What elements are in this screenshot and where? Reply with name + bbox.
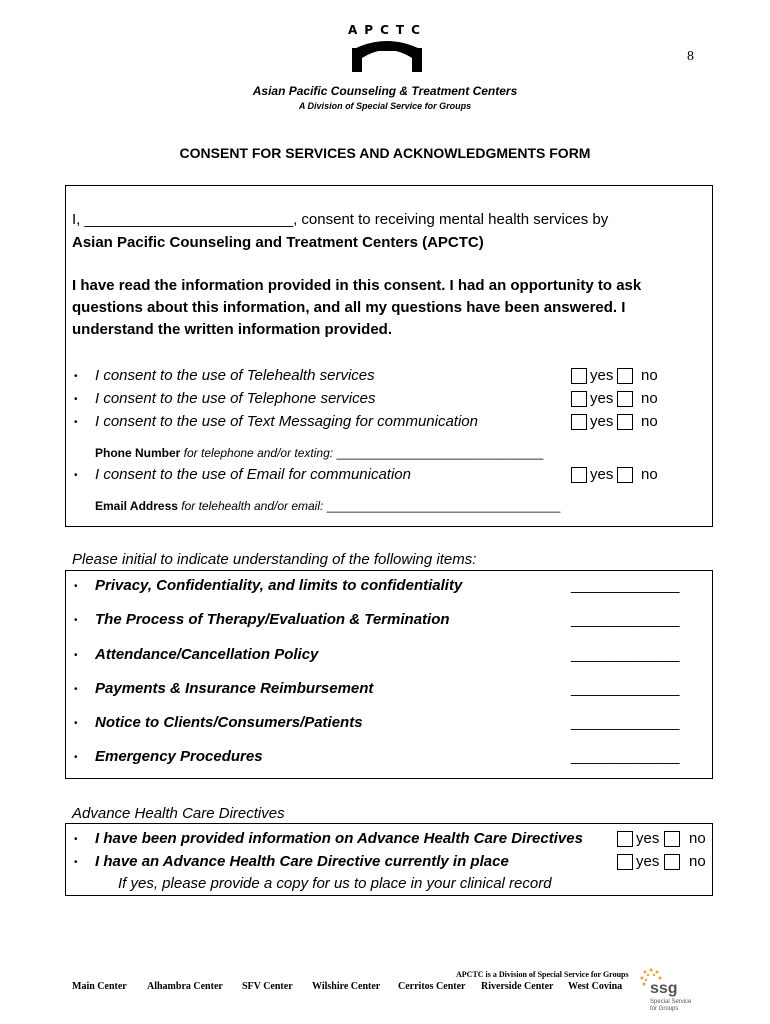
- bullet-icon: •: [74, 615, 78, 626]
- consent-line-2: Asian Pacific Counseling and Treatment Centers (APCTC): [72, 234, 484, 251]
- acknowledgment-line-3: understand the written information provided.: [72, 321, 393, 338]
- consent-item-email: I consent to the use of Email for communication: [95, 466, 411, 483]
- initial-item-attendance: Attendance/Cancellation Policy: [95, 646, 319, 663]
- phone-number-field[interactable]: _______________________________: [336, 446, 544, 460]
- acknowledgment-line-2: questions about this information, and all my questions have been answered. I: [72, 299, 626, 316]
- no-label: no: [641, 367, 658, 384]
- phone-number-text: for telephone and/or texting:: [180, 446, 337, 460]
- texting-no-checkbox[interactable]: [617, 414, 633, 430]
- ssg-subtitle-2: for Groups: [650, 1006, 679, 1012]
- yes-label: yes: [590, 466, 614, 483]
- directives-heading: Advance Health Care Directives: [72, 805, 285, 822]
- bullet-icon: •: [74, 394, 78, 405]
- footer-center-riverside: Riverside Center: [481, 981, 554, 992]
- no-label: no: [641, 390, 658, 407]
- no-label: no: [641, 466, 658, 483]
- bullet-icon: •: [74, 371, 78, 382]
- name-blank[interactable]: _________________________: [84, 211, 294, 228]
- directive-note: If yes, please provide a copy for us to place in your clinical record: [118, 875, 552, 892]
- footer-center-main: Main Center: [72, 981, 127, 992]
- bullet-icon: •: [74, 417, 78, 428]
- acknowledgment-line-1: I have read the information provided in this consent. I had an opportunity to ask: [72, 277, 642, 294]
- consent-item-telehealth: I consent to the use of Telehealth services: [95, 367, 375, 384]
- ssg-logo: [638, 968, 698, 1018]
- consent-prefix: I,: [72, 211, 85, 228]
- org-name: Asian Pacific Counseling & Treatment Centers: [252, 84, 518, 98]
- bullet-icon: •: [74, 684, 78, 695]
- directive-item-provided: I have been provided information on Advance Health Care Directives: [95, 830, 583, 847]
- directive-provided-yes-checkbox[interactable]: [617, 831, 633, 847]
- page-number: 8: [687, 49, 694, 64]
- initial-blank[interactable]: _____________: [571, 680, 680, 697]
- yes-label: yes: [590, 413, 614, 430]
- initial-blank[interactable]: _____________: [571, 748, 680, 765]
- email-address-text: for telehealth and/or email:: [177, 499, 327, 513]
- initial-item-notice: Notice to Clients/Consumers/Patients: [95, 714, 363, 731]
- footer-center-west-covina: West Covina: [568, 981, 623, 992]
- initial-item-therapy-process: The Process of Therapy/Evaluation & Termination: [95, 611, 450, 628]
- initial-item-emergency: Emergency Procedures: [95, 748, 263, 765]
- consent-item-telephone: I consent to the use of Telephone services: [95, 390, 376, 407]
- telehealth-yes-checkbox[interactable]: [571, 368, 587, 384]
- bullet-icon: •: [74, 718, 78, 729]
- consent-item-texting: I consent to the use of Text Messaging for communication: [95, 413, 478, 430]
- yes-label: yes: [590, 390, 614, 407]
- bullet-icon: •: [74, 650, 78, 661]
- org-subtitle: A Division of Special Service for Groups: [298, 101, 472, 111]
- footer-center-wilshire: Wilshire Center: [312, 981, 381, 992]
- no-label: no: [689, 830, 706, 847]
- directive-in-place-yes-checkbox[interactable]: [617, 854, 633, 870]
- telephone-no-checkbox[interactable]: [617, 391, 633, 407]
- email-yes-checkbox[interactable]: [571, 467, 587, 483]
- consent-line-1: [72, 211, 608, 228]
- initial-blank[interactable]: _____________: [571, 646, 680, 663]
- footer-center-alhambra: Alhambra Center: [147, 981, 223, 992]
- footer-division-note: APCTC is a Division of Special Service for Groups: [456, 970, 629, 979]
- bullet-icon: •: [74, 857, 78, 868]
- footer-center-sfv: SFV Center: [242, 981, 293, 992]
- phone-number-line: [95, 446, 543, 460]
- logo-wordmark: APCTC: [348, 23, 427, 37]
- ssg-subtitle-1: Special Service: [650, 999, 692, 1005]
- footer-center-cerritos: Cerritos Center: [398, 981, 466, 992]
- directive-item-in-place: I have an Advance Health Care Directive currently in place: [95, 853, 509, 870]
- directive-provided-no-checkbox[interactable]: [664, 831, 680, 847]
- directive-in-place-no-checkbox[interactable]: [664, 854, 680, 870]
- no-label: no: [641, 413, 658, 430]
- initial-blank[interactable]: _____________: [571, 611, 680, 628]
- texting-yes-checkbox[interactable]: [571, 414, 587, 430]
- phone-number-label: Phone Number: [95, 446, 181, 460]
- yes-label: yes: [636, 853, 660, 870]
- bullet-icon: •: [74, 581, 78, 592]
- initials-heading: Please initial to indicate understanding of the following items:: [72, 551, 477, 568]
- bullet-icon: •: [74, 834, 78, 845]
- initial-blank[interactable]: _____________: [571, 577, 680, 594]
- email-address-line: [95, 499, 560, 513]
- logo-arch-icon: [352, 36, 422, 74]
- ssg-wordmark: ssg: [650, 980, 678, 997]
- email-address-field[interactable]: ___________________________________: [326, 499, 561, 513]
- bullet-icon: •: [74, 470, 78, 481]
- yes-label: yes: [636, 830, 660, 847]
- no-label: no: [689, 853, 706, 870]
- initial-blank[interactable]: _____________: [571, 714, 680, 731]
- initial-item-payments: Payments & Insurance Reimbursement: [95, 680, 374, 697]
- email-address-label: Email Address: [95, 499, 178, 513]
- telehealth-no-checkbox[interactable]: [617, 368, 633, 384]
- yes-label: yes: [590, 367, 614, 384]
- initial-item-privacy: Privacy, Confidentiality, and limits to confidentiality: [95, 577, 463, 594]
- consent-suffix: , consent to receiving mental health services by: [293, 211, 609, 228]
- bullet-icon: •: [74, 752, 78, 763]
- form-title: CONSENT FOR SERVICES AND ACKNOWLEDGMENTS FORM: [179, 145, 591, 161]
- telephone-yes-checkbox[interactable]: [571, 391, 587, 407]
- email-no-checkbox[interactable]: [617, 467, 633, 483]
